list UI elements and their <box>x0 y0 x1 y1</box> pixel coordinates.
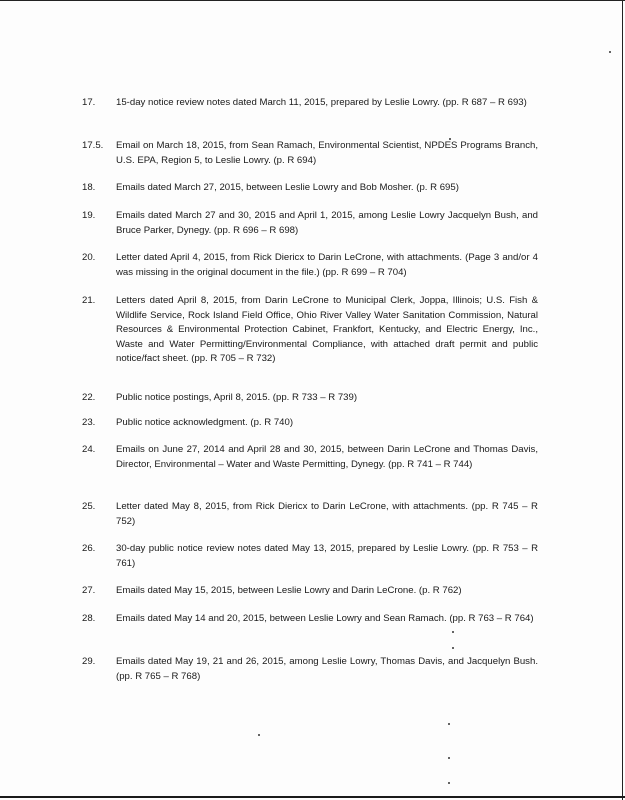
list-item-text: Email on March 18, 2015, from Sean Ramach, Environmental Scientist, NPDES Programs Branch, U.S. EPA, Region 5, to Leslie Lowry. (p. R 694) <box>116 140 538 166</box>
list-item-21 <box>82 294 538 367</box>
scan-speck <box>448 782 450 784</box>
list-item-17-5 <box>82 139 538 168</box>
list-item-27 <box>82 584 538 599</box>
list-item-number: 17.5. <box>82 140 104 151</box>
list-item-text: Letters dated April 8, 2015, from Darin LeCrone to Municipal Clerk, Joppa, Illinois; U.S. Fish & Wildlife Service, Rock Island Field Office, Ohio River Valley Water Sanitation Commission, Natural Resources & Environmental Protection Cabinet, Frankfort, Kentucky, and Electric Energy, Inc., Waste and Water Permitting/Environmental Compliance, with attached draft permit and public notice/fact sheet. (pp. R 705 – R 732) <box>116 295 538 364</box>
list-item-number: 24. <box>82 444 96 455</box>
list-item-text: 30-day public notice review notes dated May 13, 2015, prepared by Leslie Lowry. (pp. R 753 – R 761) <box>116 543 538 569</box>
scan-edge-bottom <box>0 796 625 798</box>
list-item-number: 20. <box>82 252 96 263</box>
list-item-text: Letter dated April 4, 2015, from Rick Diericx to Darin LeCrone, with attachments. (Page 3 and/or 4 was missing in the original document in the file.) (pp. R 699 – R 704) <box>116 252 538 278</box>
list-item-number: 27. <box>82 585 96 596</box>
list-item-number: 28. <box>82 613 96 624</box>
list-item-text: Emails dated March 27 and 30, 2015 and April 1, 2015, among Leslie Lowry Jacquelyn Bush, and Bruce Parker, Dynegy. (pp. R 696 – R 698) <box>116 210 538 236</box>
list-item-text: Emails on June 27, 2014 and April 28 and 30, 2015, between Darin LeCrone and Thomas Davis, Director, Environmental – Water and Waste Permitting, Dynegy. (pp. R 741 – R 744) <box>116 444 538 470</box>
scan-speck <box>609 51 611 53</box>
list-item-number: 19. <box>82 210 96 221</box>
list-item-18 <box>82 181 538 196</box>
list-item-text: Letter dated May 8, 2015, from Rick Diericx to Darin LeCrone, with attachments. (pp. R 745 – R 752) <box>116 501 538 527</box>
list-item-19 <box>82 209 538 238</box>
list-item-22 <box>82 391 538 406</box>
list-item-text: Public notice postings, April 8, 2015. (pp. R 733 – R 739) <box>116 392 358 403</box>
list-item-20 <box>82 251 538 280</box>
list-item-text: Emails dated May 15, 2015, between Leslie Lowry and Darin LeCrone. (p. R 762) <box>116 585 462 596</box>
list-item-number: 22. <box>82 392 96 403</box>
list-item-number: 18. <box>82 182 96 193</box>
list-item-23 <box>82 416 538 431</box>
scan-edge-right <box>622 0 623 800</box>
list-item-text: Emails dated May 19, 21 and 26, 2015, among Leslie Lowry, Thomas Davis, and Jacquelyn Bush. (pp. R 765 – R 768) <box>116 656 538 682</box>
list-item-text: Emails dated May 14 and 20, 2015, between Leslie Lowry and Sean Ramach. (pp. R 763 – R 764) <box>116 613 534 624</box>
list-item-29 <box>82 655 538 684</box>
list-item-24 <box>82 443 538 472</box>
scan-speck <box>448 757 450 759</box>
list-item-text: 15-day notice review notes dated March 11, 2015, prepared by Leslie Lowry. (pp. R 687 – R 693) <box>116 97 527 108</box>
list-item-25 <box>82 500 538 529</box>
scan-speck <box>452 647 454 649</box>
scan-edge-top <box>0 0 625 1</box>
list-item-28 <box>82 612 538 627</box>
scan-speck <box>258 734 260 736</box>
list-item-number: 29. <box>82 656 96 667</box>
list-item-17 <box>82 96 538 111</box>
list-item-text: Public notice acknowledgment. (p. R 740) <box>116 417 294 428</box>
list-item-text: Emails dated March 27, 2015, between Leslie Lowry and Bob Mosher. (p. R 695) <box>116 182 459 193</box>
list-item-number: 23. <box>82 417 96 428</box>
list-item-number: 25. <box>82 501 96 512</box>
list-item-number: 17. <box>82 97 96 108</box>
list-item-26 <box>82 542 538 571</box>
list-item-number: 21. <box>82 295 96 306</box>
list-item-number: 26. <box>82 543 96 554</box>
scan-speck <box>448 723 450 725</box>
scan-speck <box>452 631 454 633</box>
